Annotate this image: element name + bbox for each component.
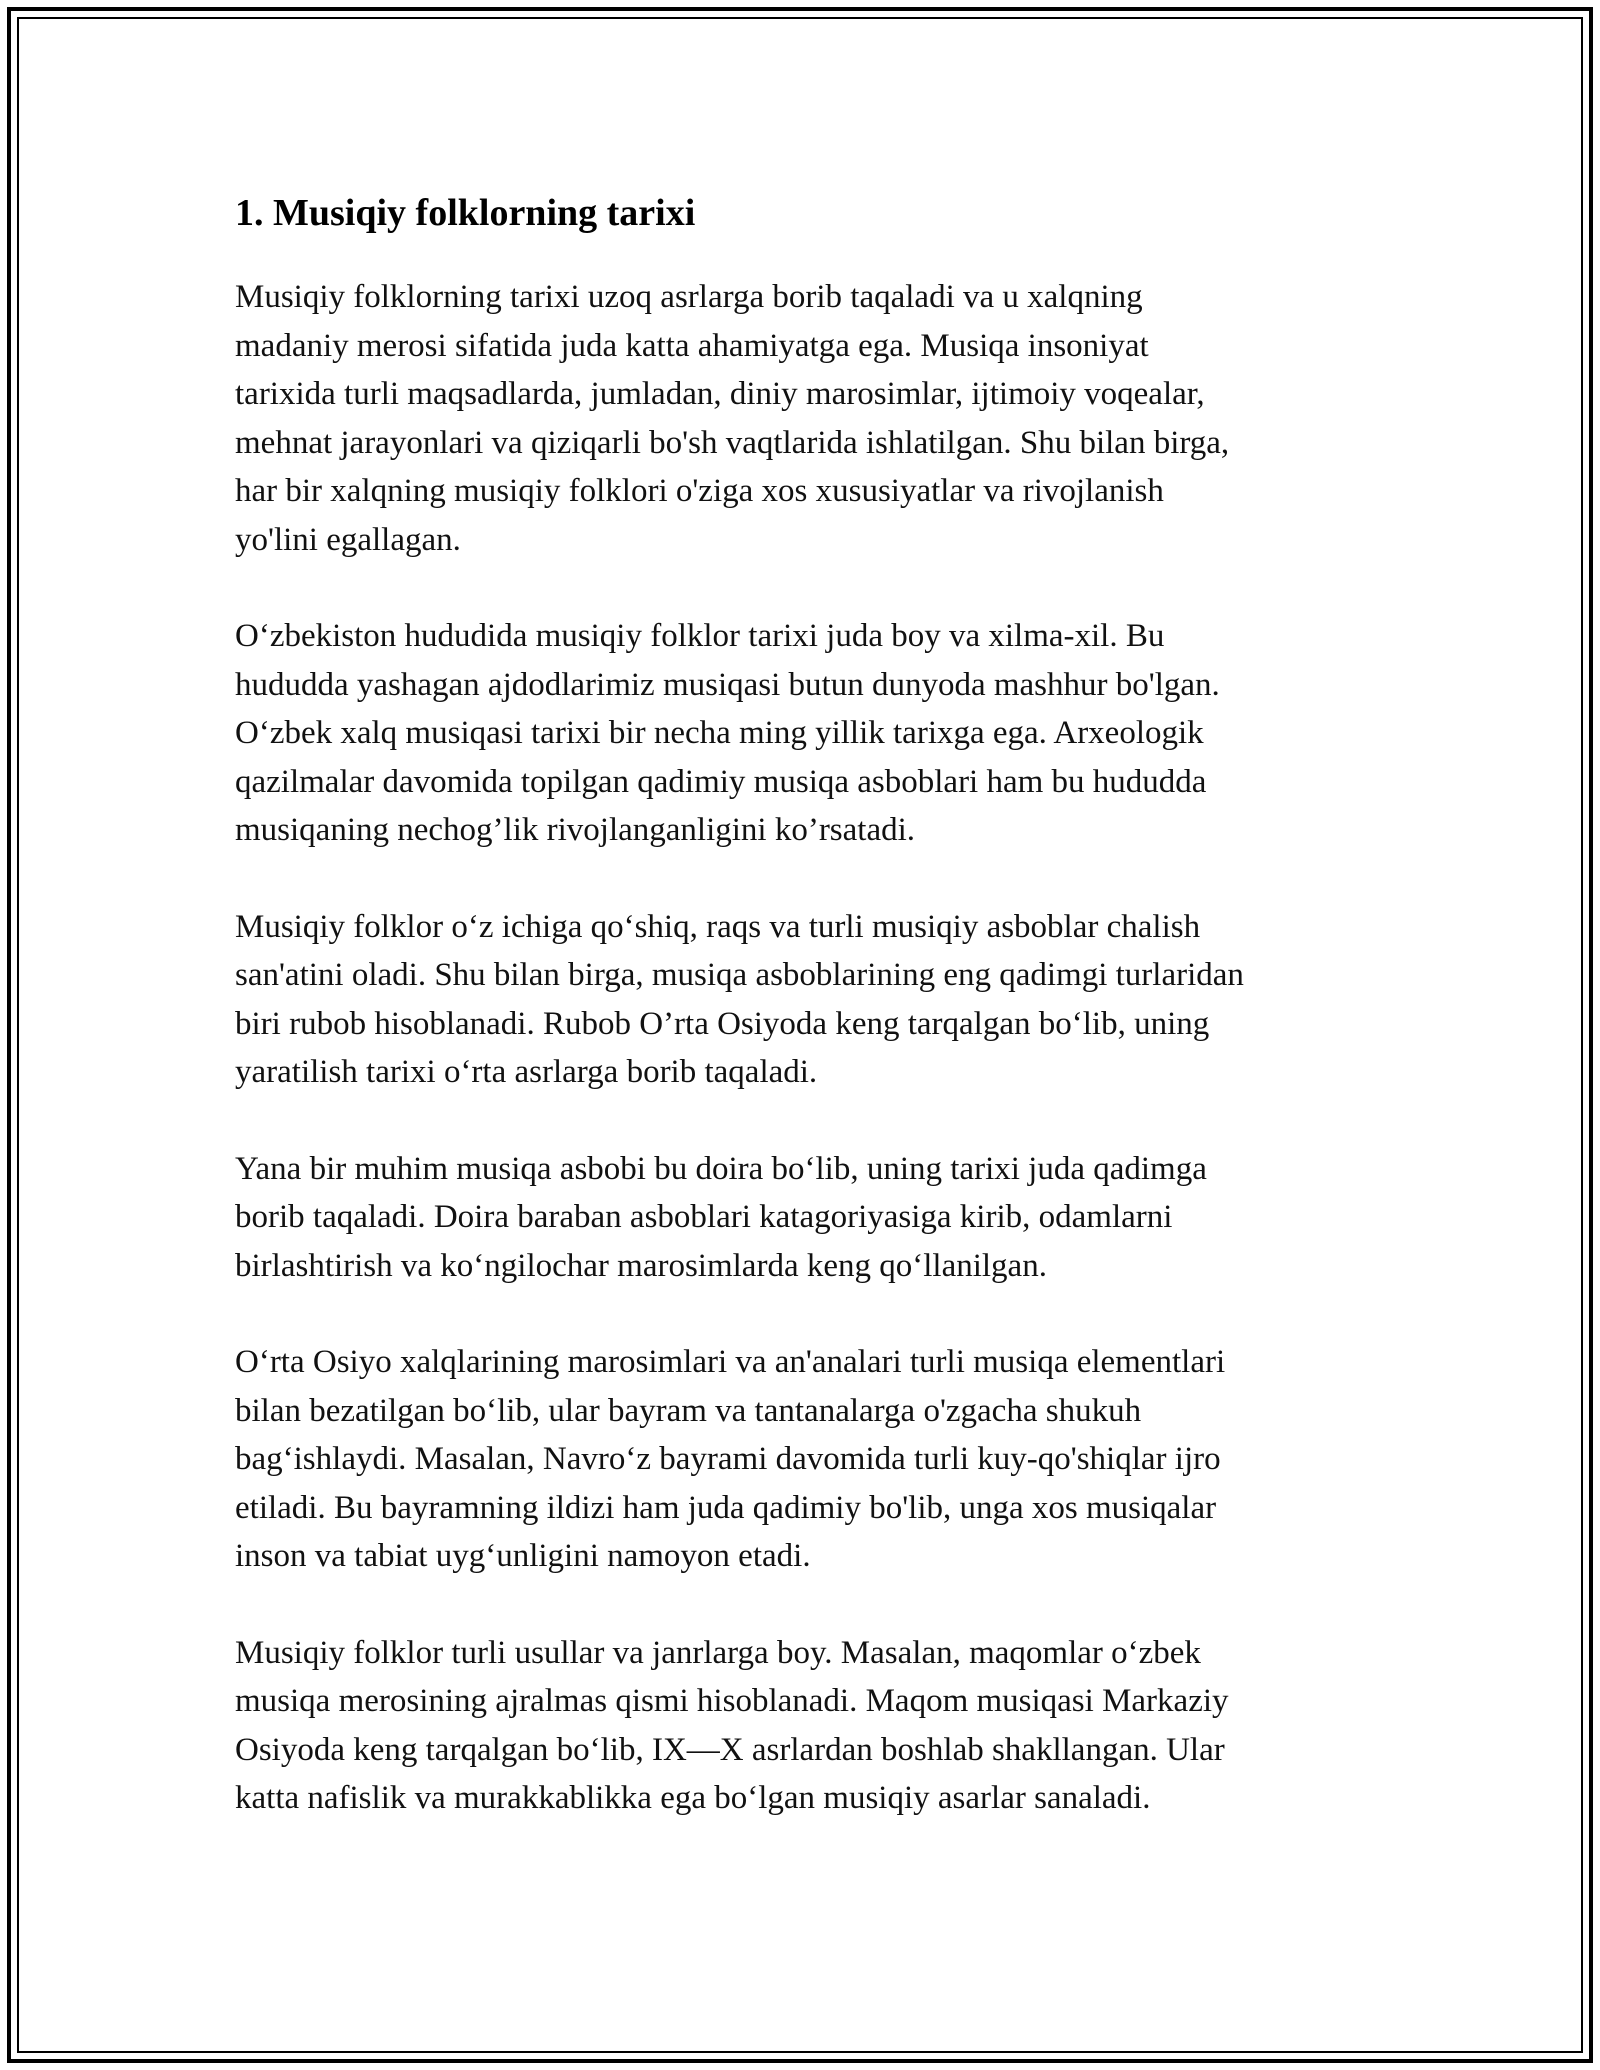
paragraph-3: Musiqiy folklor o‘z ichiga qo‘shiq, raqs va turli musiqiy asboblar chalish san'atini oladi. Shu bilan birga, musiqa asboblarining eng qadimgi turlaridan biri rubob hisoblanadi. Rubob O’rta Osiyoda keng tarqalgan bo‘lib, uning yaratilish tarixi o‘rta asrlarga borib taqaladi. bbox=[235, 908, 1244, 1090]
paragraph-6: Musiqiy folklor turli usullar va janrlarga boy. Masalan, maqomlar o‘zbek musiqa merosining ajralmas qismi hisoblanadi. Maqom musiqasi Markaziy Osiyoda keng tarqalgan bo‘lib, IX—X asrlardan boshlab shakllangan. Ular katta nafislik va murakkablikka ega bo‘lgan musiqiy asarlar sanaladi. bbox=[235, 1634, 1229, 1816]
document-body bbox=[235, 183, 1385, 1871]
paragraph-1: Musiqiy folklorning tarixi uzoq asrlarga borib taqaladi va u xalqning madaniy merosi sifatida juda katta ahamiyatga ega. Musiqa insoniyat tarixida turli maqsadlarda, jumladan, diniy marosimlar, ijtimoiy voqealar, mehnat jarayonlari va qiziqarli bo'sh vaqtlarida ishlatilgan. Shu bilan birga, har bir xalqning musiqiy folklori o'ziga xos xususiyatlar va rivojlanish yo'lini egallagan. bbox=[235, 279, 1230, 558]
paragraph-4: Yana bir muhim musiqa asbobi bu doira bo‘lib, uning tarixi juda qadimga borib taqaladi. Doira baraban asboblari katagoriyasiga kirib, odamlarni birlashtirish va ko‘ngilochar marosimlarda keng qo‘llanilgan. bbox=[235, 1150, 1207, 1284]
section-heading: 1. Musiqiy folklorning tarixi bbox=[235, 192, 696, 234]
paragraph-2: O‘zbekiston hududida musiqiy folklor tarixi juda boy va xilma-xil. Bu hududda yashagan ajdodlarimiz musiqasi butun dunyoda mashhur bo'lgan. O‘zbek xalq musiqasi tarixi bir necha ming yillik tarixga ega. Arxeologik qazilmalar davomida topilgan qadimiy musiqa asboblari ham bu hududda musiqaning nechog’lik rivojlanganligini ko’rsatadi. bbox=[235, 618, 1220, 848]
paragraph-5: O‘rta Osiyo xalqlarining marosimlari va an'analari turli musiqa elementlari bilan bezatilgan bo‘lib, ular bayram va tantanalarga o'zgacha shukuh bag‘ishlaydi. Masalan, Navro‘z bayrami davomida turli kuy-qo'shiqlar ijro etiladi. Bu bayramning ildizi ham juda qadimiy bo'lib, unga xos musiqalar inson va tabiat uyg‘unligini namoyon etadi. bbox=[235, 1344, 1226, 1574]
